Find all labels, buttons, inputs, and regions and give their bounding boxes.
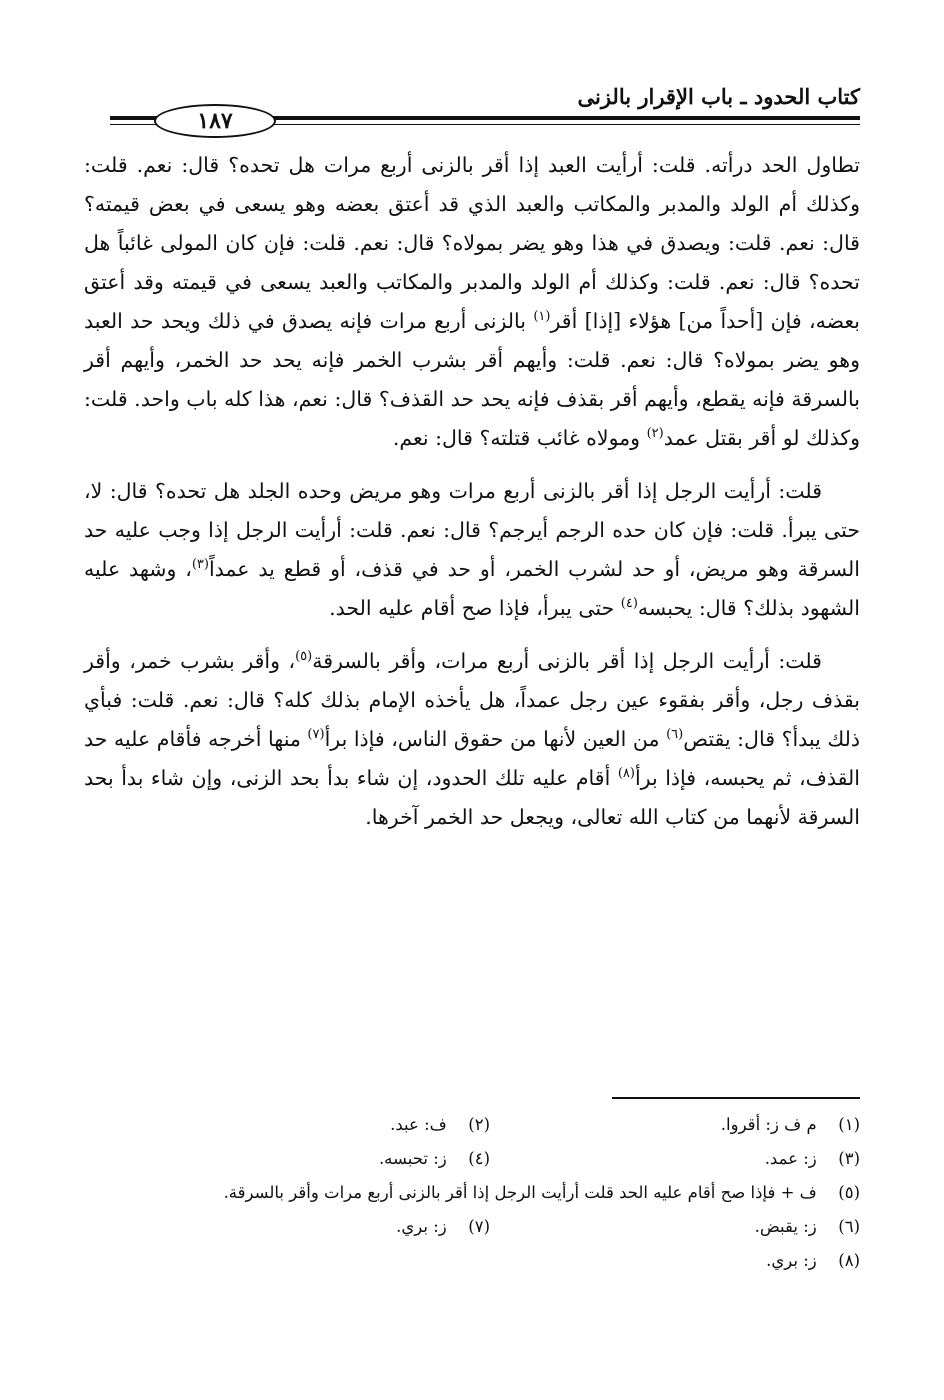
footnote xyxy=(490,1210,860,1244)
footnote-ref[interactable]: (١) xyxy=(533,309,551,325)
footnote xyxy=(120,1108,490,1142)
footnote-text: ف + فإذا صح أقام عليه الحد قلت أرأيت الرجل إذا أقر بالزنى أربع مرات وأقر بالسرقة. xyxy=(223,1183,817,1202)
footnote-text: ز: يقبض. xyxy=(754,1217,817,1236)
footnote-ref[interactable]: (٥) xyxy=(295,649,313,665)
running-title: كتاب الحدود ـ باب الإقرار بالزنى xyxy=(577,84,860,109)
footnote-number: (٨) xyxy=(838,1251,860,1270)
page-number: ١٨٧ xyxy=(154,104,276,138)
footnotes xyxy=(84,1108,860,1278)
footnote-ref[interactable]: (٨) xyxy=(617,766,635,782)
footnote-number: (٧) xyxy=(468,1217,490,1236)
footnote-number: (٦) xyxy=(838,1217,860,1236)
footnote-row xyxy=(84,1108,860,1142)
footnote-ref[interactable]: (٣) xyxy=(191,557,209,573)
footnote-text: ز: بري. xyxy=(396,1217,447,1236)
footnote xyxy=(490,1142,860,1176)
footnote-separator xyxy=(612,1097,860,1099)
paragraph: قلت: أرأيت الرجل إذا أقر بالزنى أربع مرات وهو مريض وحده الجلد هل تحده؟ قال: لا، حتى يبرأ. قلت: فإن كان حده الرجم أيرجم؟ قال: نعم. قلت: أرأيت الرجل إذا وجب عليه حد السرقة وهو مريض، أو حد لشرب الخمر، أو حد في قذف، أو قطع يد عمداً$^{(٣)}$، وشهد عليه الشهود بذلك؟ قال: يحبسه$^{(٤)}$ حتى يبرأ، فإذا صح أقام عليه الحد. xyxy=(84,479,860,620)
footnote-row xyxy=(84,1142,860,1176)
footnote-row xyxy=(84,1244,860,1278)
footnote-number: (٤) xyxy=(468,1149,490,1168)
page-header xyxy=(110,78,860,134)
paragraph: قلت: أرأيت الرجل إذا أقر بالزنى أربع مرات، وأقر بالسرقة$^{(٥)}$، وأقر بشرب خمر، وأقر بقذف رجل، وأقر بفقوء عين رجل عمداً، هل يأخذه الإمام بذلك كله؟ قال: نعم. قلت: فبأي ذلك يبدأ؟ قال: يقتص$^{(٦)}$ من العين لأنها من حقوق الناس، فإذا برأ$^{(٧)}$ منها أخرجه فأقام عليه حد القذف، ثم يحبسه، فإذا برأ$^{(٨)}$ أقام عليه تلك الحدود، إن شاء بدأ بحد الزنى، وإن شاء بدأ بحد السرقة لأنهما من كتاب الله تعالى، ويجعل حد الخمر آخرها. xyxy=(84,649,861,829)
footnote-number: (٥) xyxy=(838,1183,860,1202)
footnote-number: (٢) xyxy=(468,1115,490,1134)
footnote-text: ز: تحبسه. xyxy=(378,1149,447,1168)
footnote-ref[interactable]: (٦) xyxy=(666,727,684,743)
footnote-number: (٣) xyxy=(838,1149,860,1168)
footnote-row xyxy=(84,1210,860,1244)
footnote-text: ز: عمد. xyxy=(764,1149,817,1168)
paragraph: تطاول الحد درأته. قلت: أرأيت العبد إذا أقر بالزنى أربع مرات هل تحده؟ قال: نعم. قلت: وكذلك أم الولد والمدبر والمكاتب والعبد الذي قد أعتق بعضه وهو يسعى في بعض قيمته؟ قال: نعم. قلت: ويصدق في هذا وهو يضر بمولاه؟ قال: نعم. قلت: فإن كان المولى غائباً هل تحده؟ قال: نعم. قلت: وكذلك أم الولد والمدبر والمكاتب والعبد يسعى في قيمته وقد أعتق بعضه، فإن [أحداً من] هؤلاء [إذا] أقر$^{(١)}$ بالزنى أربع مرات فإنه يصدق في ذلك ويحد حد العبد وهو يضر بمولاه؟ قال: نعم. قلت: وأيهم أقر بشرب الخمر فإنه يحد حد الخمر، وأيهم أقر بالسرقة فإنه يقطع، وأيهم أقر بقذف فإنه يحد حد القذف؟ قال: نعم، هذا كله باب واحد. قلت: وكذلك لو أقر بقتل عمد$^{(٢)}$ ومولاه غائب قتلته؟ قال: نعم. xyxy=(84,153,861,450)
footnote-text: ف: عبد. xyxy=(390,1115,447,1134)
footnote-row xyxy=(84,1176,860,1210)
footnote xyxy=(490,1244,860,1278)
footnote-ref[interactable]: (٧) xyxy=(307,727,325,743)
footnote xyxy=(490,1108,860,1142)
footnote xyxy=(120,1210,490,1244)
footnote-text: ز: بري. xyxy=(766,1251,817,1270)
main-text xyxy=(84,146,860,851)
footnote-ref[interactable]: (٢) xyxy=(646,426,664,442)
footnote xyxy=(84,1176,860,1210)
footnote-number: (١) xyxy=(838,1115,860,1134)
footnote xyxy=(120,1142,490,1176)
footnote-text: م ف ز: أقروا. xyxy=(720,1115,817,1134)
footnote-ref[interactable]: (٤) xyxy=(620,596,638,612)
